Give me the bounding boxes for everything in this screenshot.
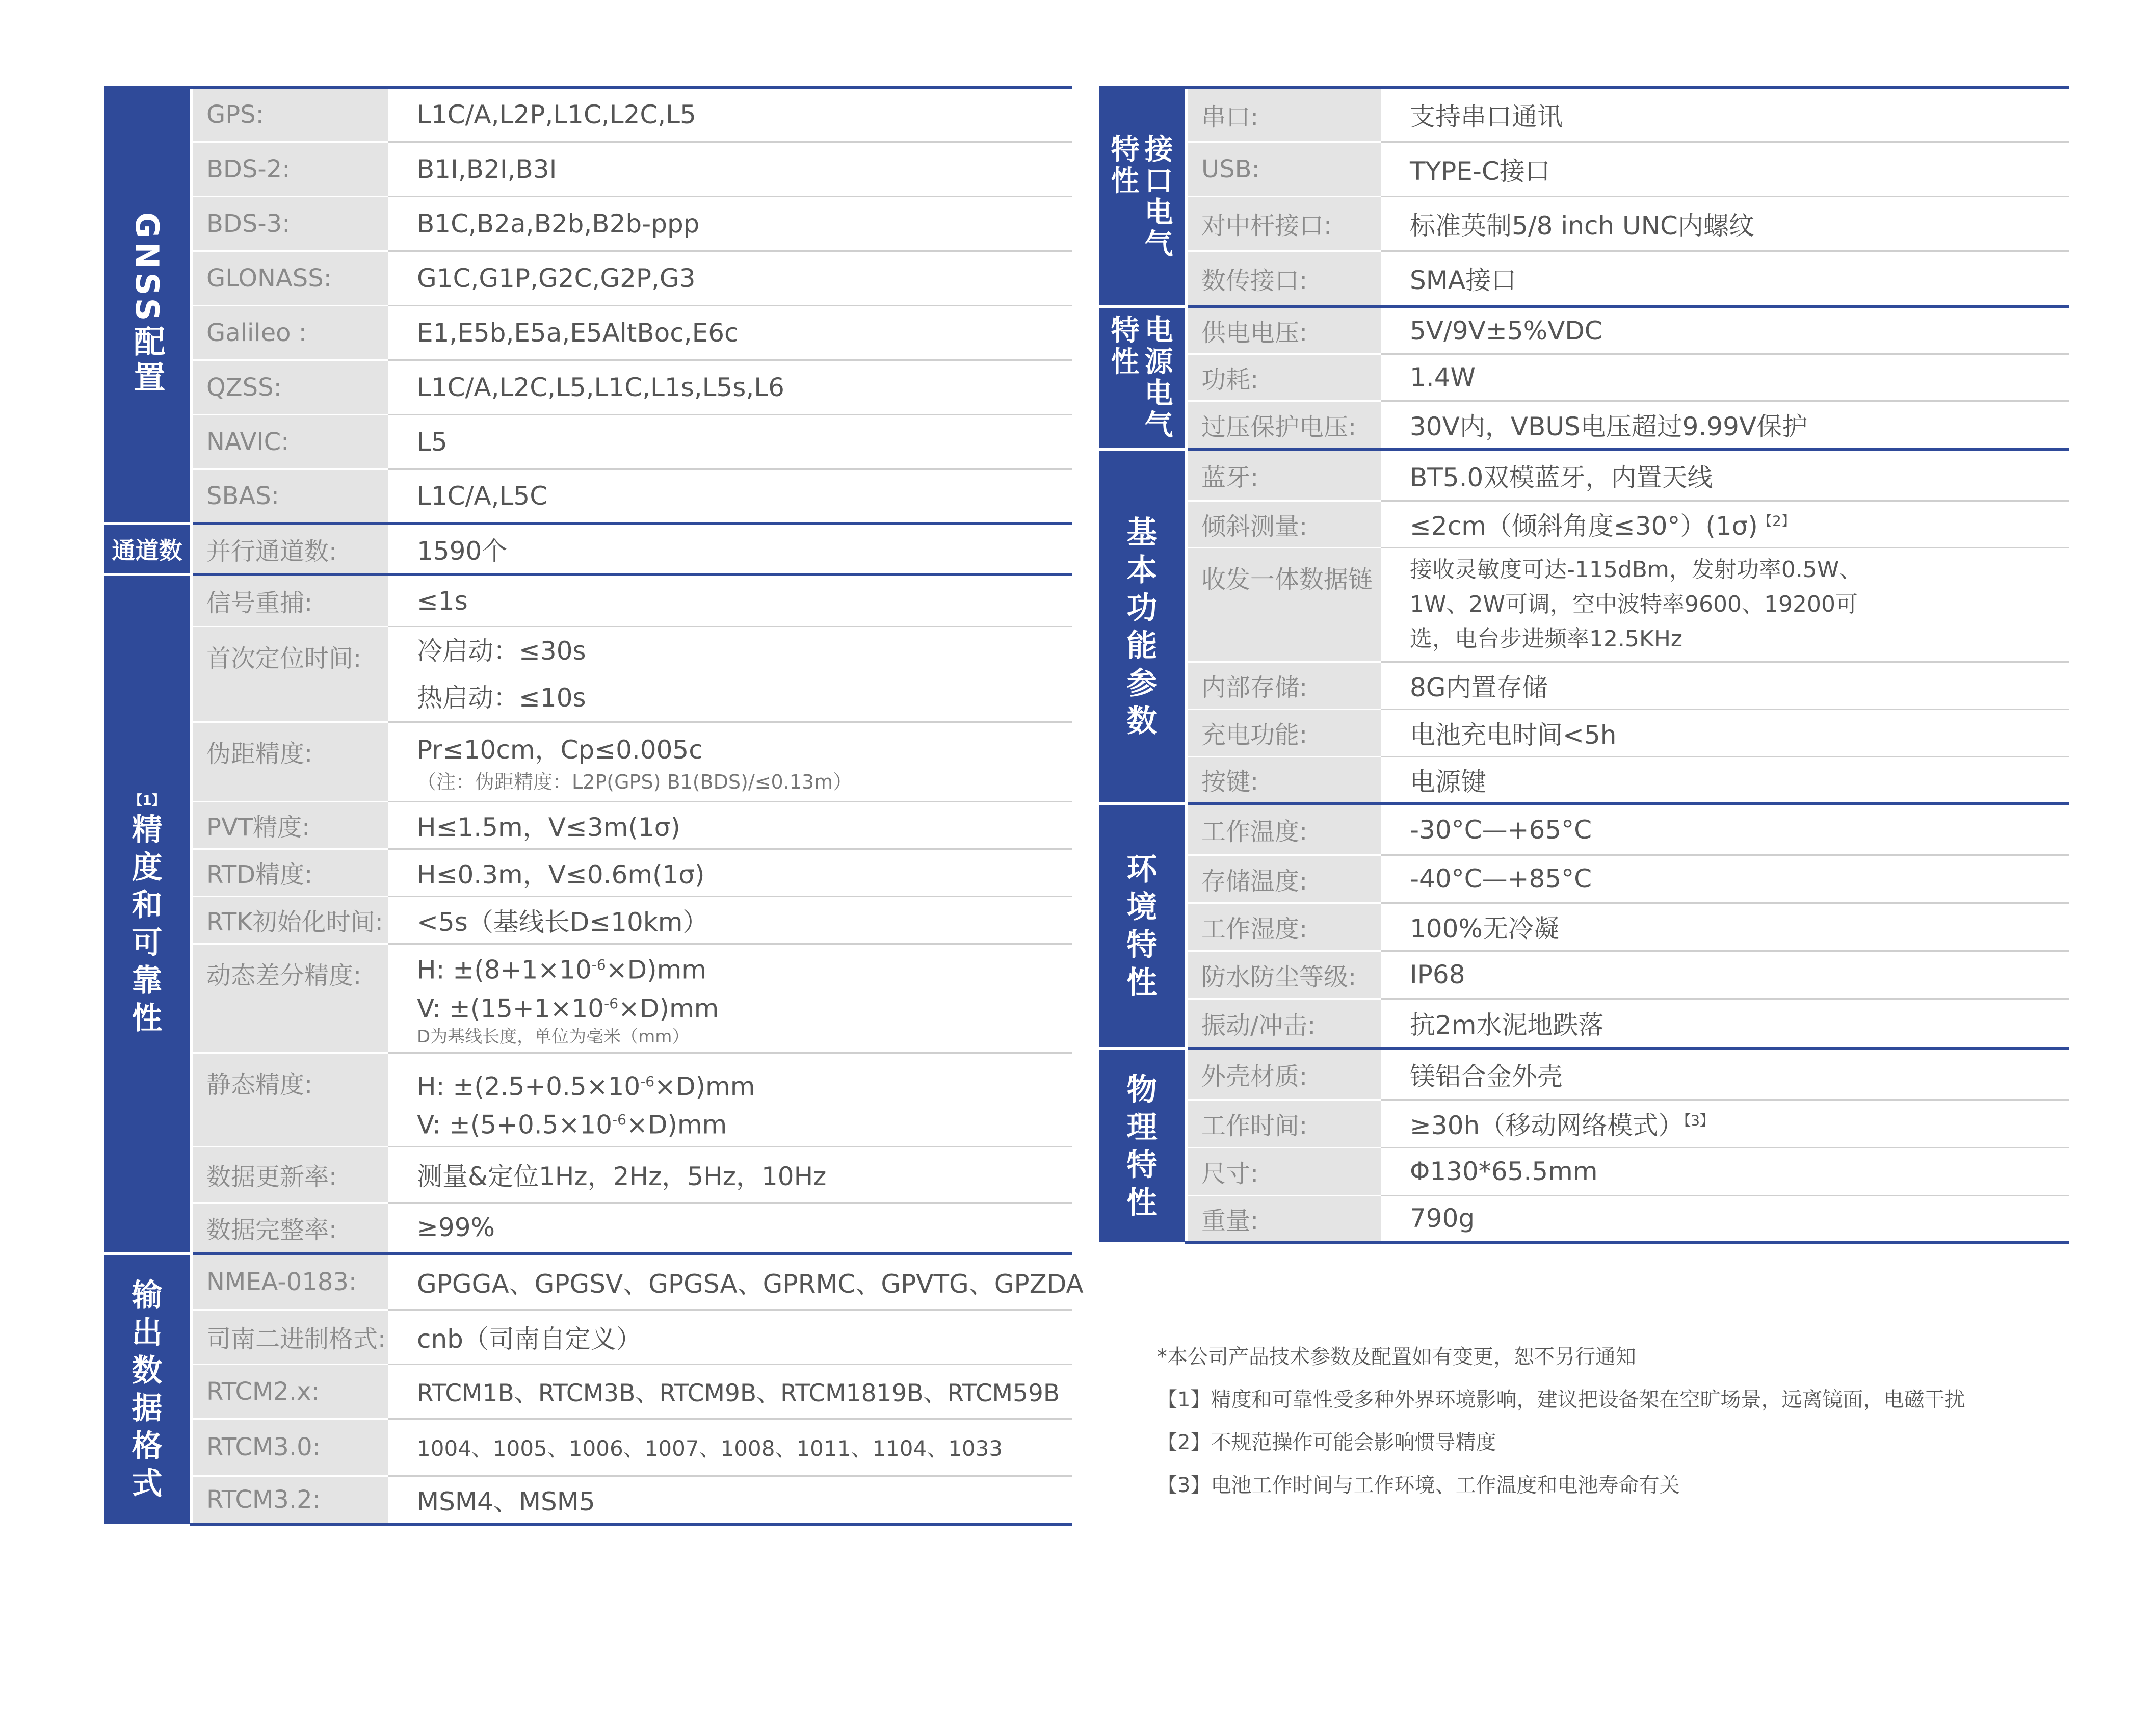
table-row <box>104 896 1072 944</box>
spec-key: 供电电压: <box>1187 307 1381 354</box>
spec-key: 数传接口: <box>1187 251 1381 307</box>
spec-key: 收发一体数据链 <box>1187 547 1381 662</box>
spec-key: GLONASS: <box>192 251 388 305</box>
spec-key: 尺寸: <box>1187 1147 1381 1195</box>
spec-key: RTCM3.2: <box>192 1476 388 1524</box>
spec-value: 标准英制5/8 inch UNC内螺纹 <box>1381 196 2069 251</box>
spec-key: USB: <box>1187 142 1381 196</box>
spec-key: 内部存储: <box>1187 662 1381 709</box>
table-row <box>104 469 1072 524</box>
table-row <box>1099 251 2069 307</box>
spec-key: 工作湿度: <box>1187 903 1381 951</box>
spec-key: QZSS: <box>192 360 388 414</box>
table-row <box>1099 1100 2069 1147</box>
spec-value: MSM4、MSM5 <box>388 1476 1072 1524</box>
table-row <box>104 1476 1072 1524</box>
category-accuracy <box>104 574 192 1253</box>
spec-value: 8G内置存储 <box>1381 662 2069 709</box>
category-label: 物 理 特 性 <box>1126 1071 1158 1221</box>
table-row <box>104 196 1072 251</box>
table-row <box>104 574 1072 626</box>
spec-value: E1,E5b,E5a,E5AltBoc,E6c <box>388 305 1072 360</box>
category-power <box>1099 307 1187 450</box>
category-label: 电 源 电 气 特 性 <box>1111 314 1173 442</box>
spec-value: RTCM1B、RTCM3B、RTCM9B、RTCM1819B、RTCM59B <box>388 1364 1072 1419</box>
table-row <box>104 414 1072 469</box>
spec-value: GPGGA、GPGSV、GPGSA、GPRMC、GPVTG、GPZDA <box>388 1253 1072 1310</box>
table-row <box>104 142 1072 196</box>
spec-key: 存储温度: <box>1187 855 1381 903</box>
spec-key: 倾斜测量: <box>1187 501 1381 547</box>
category-channels: 通道数 <box>104 524 192 574</box>
spec-key: BDS-3: <box>192 196 388 251</box>
table-row <box>104 944 1072 1053</box>
table-row <box>104 1253 1072 1310</box>
spec-key: 信号重捕: <box>192 574 388 626</box>
category-physical <box>1099 1049 1187 1242</box>
category-output <box>104 1253 192 1524</box>
spec-value: 冷启动：≤30s 热启动：≤10s <box>388 626 1072 722</box>
spec-value: L1C/A,L2C,L5,L1C,L1s,L5s,L6 <box>388 360 1072 414</box>
table-row <box>1099 87 2069 142</box>
spec-key: 防水防尘等级: <box>1187 951 1381 999</box>
spec-value: 电池充电时间<5h <box>1381 709 2069 756</box>
spec-key: 工作时间: <box>1187 1100 1381 1147</box>
spec-value: TYPE-C接口 <box>1381 142 2069 196</box>
spec-value: -40°C—+85°C <box>1381 855 2069 903</box>
footnote: 【2】不规范操作可能会影响惯导精度 <box>1157 1431 1496 1454</box>
table-row <box>1099 307 2069 354</box>
spec-value: 接收灵敏度可达-115dBm，发射功率0.5W、 1W、2W可调，空中波特率9600、19200可 选，电台步进频率12.5KHz <box>1381 547 2069 662</box>
spec-key: 工作温度: <box>1187 804 1381 855</box>
spec-value: ≤2cm（倾斜角度≤30°）(1σ)$^{【2】}$ <box>1381 501 2069 547</box>
spec-value: BT5.0双模蓝牙，内置天线 <box>1381 450 2069 501</box>
spec-value: B1C,B2a,B2b,B2b-ppp <box>388 196 1072 251</box>
category-label: GNSS配置 <box>128 212 166 397</box>
table-row <box>1099 501 2069 547</box>
category-label: 输 出 数 据 格 式 <box>132 1277 163 1502</box>
table-row <box>104 801 1072 849</box>
spec-value: cnb（司南自定义） <box>388 1310 1072 1364</box>
category-label: 基 本 功 能 参 数 <box>1126 514 1158 739</box>
spec-value: IP68 <box>1381 951 2069 999</box>
table-row <box>1099 756 2069 804</box>
spec-key: 外壳材质: <box>1187 1049 1381 1100</box>
spec-value: 电源键 <box>1381 756 2069 804</box>
table-row <box>104 360 1072 414</box>
category-label: 环 境 特 性 <box>1126 852 1158 1001</box>
spec-value: H≤1.5m，V≤3m(1σ) <box>388 801 1072 849</box>
table-row <box>1099 450 2069 501</box>
table-row <box>1099 903 2069 951</box>
table-row <box>1099 804 2069 855</box>
table-row <box>1099 1195 2069 1242</box>
spec-value: 790g <box>1381 1195 2069 1242</box>
table-row <box>1099 855 2069 903</box>
table-row <box>104 626 1072 722</box>
right-spec-table <box>1099 86 2069 1244</box>
spec-key: SBAS: <box>192 469 388 524</box>
spec-key: 蓝牙: <box>1187 450 1381 501</box>
spec-key: Galileo : <box>192 305 388 360</box>
spec-key: 过压保护电压: <box>1187 401 1381 450</box>
spec-value: -30°C—+65°C <box>1381 804 2069 855</box>
spec-value: 支持串口通讯 <box>1381 87 2069 142</box>
spec-key: 串口: <box>1187 87 1381 142</box>
table-row <box>104 1202 1072 1253</box>
left-spec-table <box>104 86 1084 1526</box>
table-row <box>1099 709 2069 756</box>
spec-key: 伪距精度: <box>192 722 388 801</box>
spec-value: <5s（基线长D≤10km） <box>388 896 1072 944</box>
spec-key: NAVIC: <box>192 414 388 469</box>
table-row <box>1099 142 2069 196</box>
spec-key: 首次定位时间: <box>192 626 388 722</box>
table-row <box>104 849 1072 896</box>
spec-value: SMA接口 <box>1381 251 2069 307</box>
spec-key: 动态差分精度: <box>192 944 388 1053</box>
spec-key: BDS-2: <box>192 142 388 196</box>
spec-key: PVT精度: <box>192 801 388 849</box>
spec-value: H: $\pm(2.5+0.5\times 10^{-6}\times D)mm$ V: $\pm(5+0.5\times 10^{-6}\times D)mm$ <box>388 1053 1072 1146</box>
spec-key: RTCM2.x: <box>192 1364 388 1419</box>
footnote: 【1】精度和可靠性受多种外界环境影响，建议把设备架在空旷场景，远离镜面，电磁干扰 <box>1157 1388 1965 1411</box>
spec-value: Φ130*65.5mm <box>1381 1147 2069 1195</box>
spec-key: RTCM3.0: <box>192 1419 388 1476</box>
spec-value: L1C/A,L5C <box>388 469 1072 524</box>
spec-key: 对中杆接口: <box>1187 196 1381 251</box>
spec-value: ≤1s <box>388 574 1072 626</box>
spec-value: 镁铝合金外壳 <box>1381 1049 2069 1100</box>
spec-value: 抗2m水泥地跌落 <box>1381 999 2069 1049</box>
table-row <box>104 251 1072 305</box>
spec-value: 30V内，VBUS电压超过9.99V保护 <box>1381 401 2069 450</box>
table-row <box>104 1310 1072 1364</box>
category-gnss <box>104 87 192 524</box>
spec-value: H≤0.3m，V≤0.6m(1σ) <box>388 849 1072 896</box>
table-row <box>104 305 1072 360</box>
footnote: *本公司产品技术参数及配置如有变更，恕不另行通知 <box>1157 1345 1636 1369</box>
table-row <box>104 1364 1072 1419</box>
table-row <box>104 1053 1072 1146</box>
spec-value: 5V/9V±5%VDC <box>1381 307 2069 354</box>
category-label: 接 口 电 气 特 性 <box>1111 133 1173 261</box>
table-row <box>1099 196 2069 251</box>
spec-value: Pr≤10cm，Cp≤0.005c （注：伪距精度：L2P(GPS) B1(BDS)/≤0.13m） <box>388 722 1072 801</box>
spec-value: H: $\pm(8+1\times 10^{-6}\times D)mm$ V: $\pm(15+1\times 10^{-6}\times D)mm$ D为基线长度，单位为毫米（mm） <box>388 944 1072 1053</box>
spec-value: L5 <box>388 414 1072 469</box>
spec-key: 静态精度: <box>192 1053 388 1146</box>
category-interface <box>1099 87 1187 307</box>
table-row <box>1099 547 2069 662</box>
category-basic <box>1099 450 1187 804</box>
spec-value: 测量&定位1Hz，2Hz，5Hz，10Hz <box>388 1146 1072 1202</box>
table-row <box>104 1146 1072 1202</box>
table-row <box>104 1419 1072 1476</box>
table-row <box>104 722 1072 801</box>
table-row <box>104 524 1072 574</box>
spec-value: ≥99% <box>388 1202 1072 1253</box>
footnote: 【3】电池工作时间与工作环境、工作温度和电池寿命有关 <box>1157 1474 1680 1497</box>
footnotes <box>1157 1336 1965 1507</box>
spec-key: 数据完整率: <box>192 1202 388 1253</box>
category-env <box>1099 804 1187 1049</box>
spec-value: 1.4W <box>1381 354 2069 401</box>
spec-value: ≥30h（移动网络模式）$^{【3】}$ <box>1381 1100 2069 1147</box>
spec-key: 数据更新率: <box>192 1146 388 1202</box>
spec-key: GPS: <box>192 87 388 142</box>
table-row <box>1099 662 2069 709</box>
table-row <box>1099 1049 2069 1100</box>
table-row <box>1099 999 2069 1049</box>
spec-value: 1004、1005、1006、1007、1008、1011、1104、1033 <box>388 1419 1072 1476</box>
spec-key: 充电功能: <box>1187 709 1381 756</box>
table-row <box>104 87 1072 142</box>
spec-key: 功耗: <box>1187 354 1381 401</box>
spec-value: 100%无冷凝 <box>1381 903 2069 951</box>
spec-key: 司南二进制格式: <box>192 1310 388 1364</box>
table-row <box>1099 1147 2069 1195</box>
category-label: 【1】 精 度 和 可 靠 性 <box>129 793 165 1036</box>
table-row <box>1099 354 2069 401</box>
spec-key: RTK初始化时间: <box>192 896 388 944</box>
table-row <box>1099 951 2069 999</box>
spec-key: NMEA-0183: <box>192 1253 388 1310</box>
table-row <box>1099 401 2069 450</box>
spec-key: 重量: <box>1187 1195 1381 1242</box>
spec-key: 并行通道数: <box>192 524 388 574</box>
spec-key: 按键: <box>1187 756 1381 804</box>
spec-value: L1C/A,L2P,L1C,L2C,L5 <box>388 87 1072 142</box>
spec-value: B1I,B2I,B3I <box>388 142 1072 196</box>
spec-value: 1590个 <box>388 524 1072 574</box>
spec-key: 振动/冲击: <box>1187 999 1381 1049</box>
spec-key: RTD精度: <box>192 849 388 896</box>
spec-value: G1C,G1P,G2C,G2P,G3 <box>388 251 1072 305</box>
